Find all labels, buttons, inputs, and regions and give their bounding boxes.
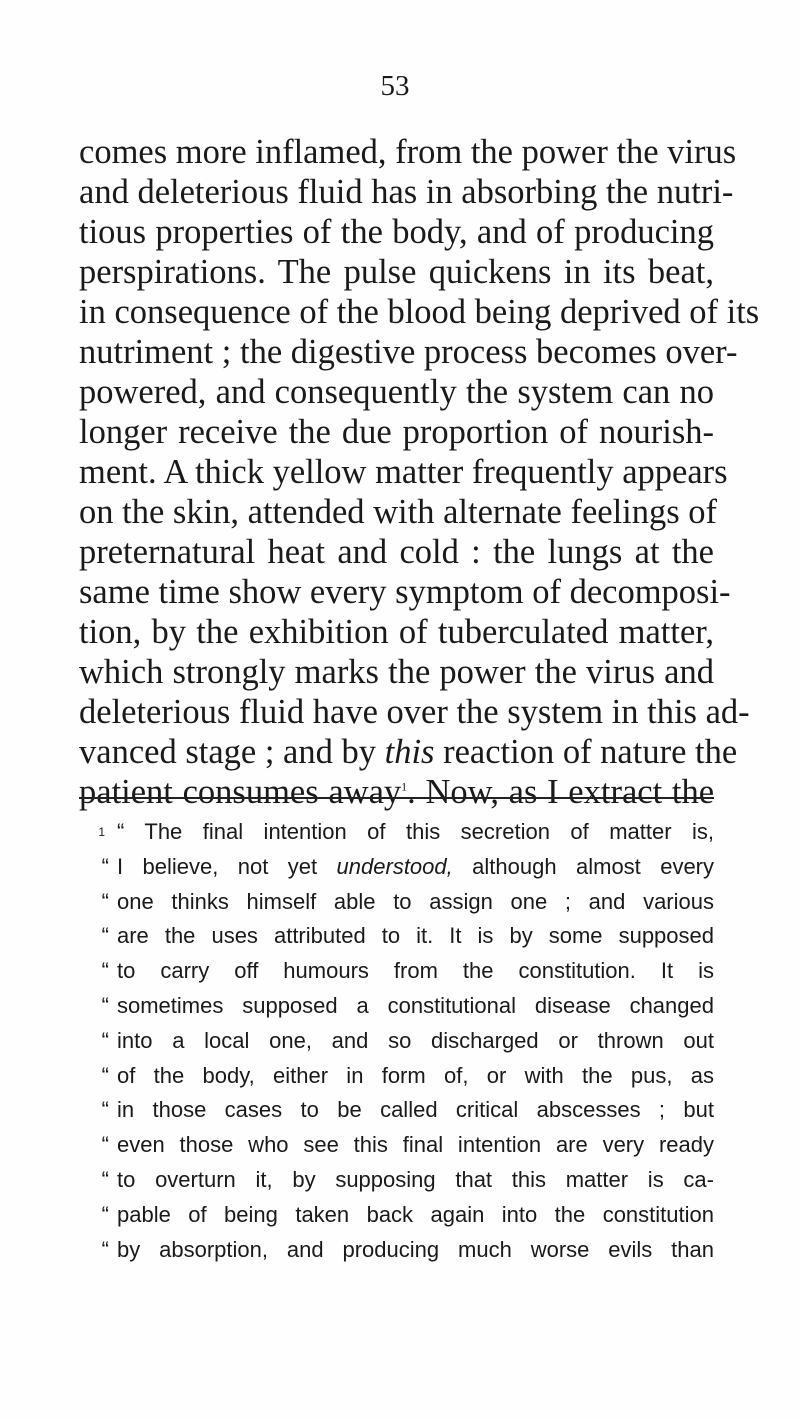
- quote-mark: “: [101, 888, 109, 914]
- footnote-text: by absorption, and producing much worse evils than: [117, 1236, 714, 1262]
- quote-mark: “: [101, 1166, 109, 1192]
- footnote-text: even those who see this final intention are very ready: [117, 1132, 714, 1158]
- quote-mark: “: [101, 1062, 109, 1088]
- body-line: perspirations. The pulse quickens in its beat,: [79, 253, 714, 291]
- body-line: which strongly marks the power the virus and: [79, 653, 714, 691]
- footnote-text-part: I believe, not yet: [117, 853, 337, 879]
- quote-mark: “: [101, 923, 109, 949]
- body-line: and deleterious fluid has in absorbing the nutri-: [79, 173, 734, 211]
- quote-mark: “: [101, 1097, 109, 1123]
- footnote-number: 1: [98, 825, 105, 839]
- body-line: [79, 772, 714, 812]
- quote-mark: “: [101, 1027, 109, 1053]
- footnote-line: [79, 1163, 714, 1198]
- footnote-text: into a local one, and so discharged or thrown out: [117, 1027, 714, 1053]
- quote-mark: “: [101, 1236, 109, 1262]
- footnote-line: [79, 1233, 714, 1268]
- footnote-line: [79, 919, 714, 954]
- footnote-line: [79, 1198, 714, 1233]
- body-line: comes more inflamed, from the power the virus: [79, 133, 737, 171]
- footnote-line: [79, 885, 714, 920]
- body-line-part: reaction of nature the: [434, 733, 738, 771]
- body-paragraph: [79, 132, 760, 812]
- body-line-part: vanced stage ; and by: [79, 733, 385, 771]
- footnote-reference: 1: [401, 779, 408, 794]
- footnote-text: one thinks himself able to assign one ; and various: [117, 888, 714, 914]
- footnote-line: [79, 1128, 714, 1163]
- body-line: ment. A thick yellow matter frequently appears: [79, 453, 728, 491]
- footnote-text: pable of being taken back again into the constitution: [117, 1201, 714, 1227]
- footnote-line: [79, 989, 714, 1024]
- footnote-divider: [79, 797, 714, 799]
- body-line: powered, and consequently the system can no: [79, 373, 714, 411]
- footnote-text: of the body, either in form of, or with the pus, as: [117, 1062, 714, 1088]
- footnote-text: [117, 850, 714, 885]
- footnote-line: [79, 1024, 714, 1059]
- body-line: tious properties of the body, and of producing: [79, 213, 714, 251]
- quote-mark: “: [101, 853, 109, 879]
- footnote-line: [79, 850, 714, 885]
- footnote-line: [79, 1093, 714, 1128]
- body-line: deleterious fluid have over the system in this ad-: [79, 693, 750, 731]
- body-line-part: . Now, as I extract the: [407, 773, 715, 811]
- footnote-line: [79, 954, 714, 989]
- footnote-line: [79, 1059, 714, 1094]
- body-line: longer receive the due proportion of nourish-: [79, 413, 714, 451]
- footnote-marker: [79, 815, 117, 850]
- body-line: nutriment ; the digestive process becomes over-: [79, 333, 738, 371]
- footnote-text: “ The final intention of this secretion of matter is,: [117, 819, 714, 844]
- quote-mark: “: [101, 992, 109, 1018]
- footnote-text: sometimes supposed a constitutional disease changed: [117, 992, 714, 1018]
- body-line: tion, by the exhibition of tuberculated matter,: [79, 613, 714, 651]
- quote-mark: “: [101, 1201, 109, 1227]
- footnote: [79, 815, 714, 1267]
- footnote-text: in those cases to be called critical abscesses ; but: [117, 1097, 714, 1123]
- footnote-text: to overturn it, by supposing that this matter is ca-: [117, 1166, 714, 1192]
- quote-mark: “: [101, 1132, 109, 1158]
- emphasis-text: this: [384, 733, 435, 771]
- body-line: same time show every symptom of decomposi-: [79, 573, 731, 611]
- body-line: [79, 732, 738, 772]
- emphasis-text: understood,: [336, 853, 453, 879]
- footnote-text: are the uses attributed to it. It is by some supposed: [117, 923, 714, 949]
- body-line: on the skin, attended with alternate feelings of: [79, 493, 718, 531]
- footnote-text-part: although almost every: [452, 853, 714, 879]
- body-line: preternatural heat and cold : the lungs at the: [79, 533, 714, 571]
- footnote-line: [79, 815, 714, 850]
- body-line-part: patient consumes away: [79, 773, 402, 811]
- quote-mark: “: [101, 958, 109, 984]
- page-number: 53: [380, 70, 410, 102]
- footnote-text: to carry off humours from the constitution. It is: [117, 958, 714, 984]
- body-line: in consequence of the blood being deprived of its: [79, 293, 760, 331]
